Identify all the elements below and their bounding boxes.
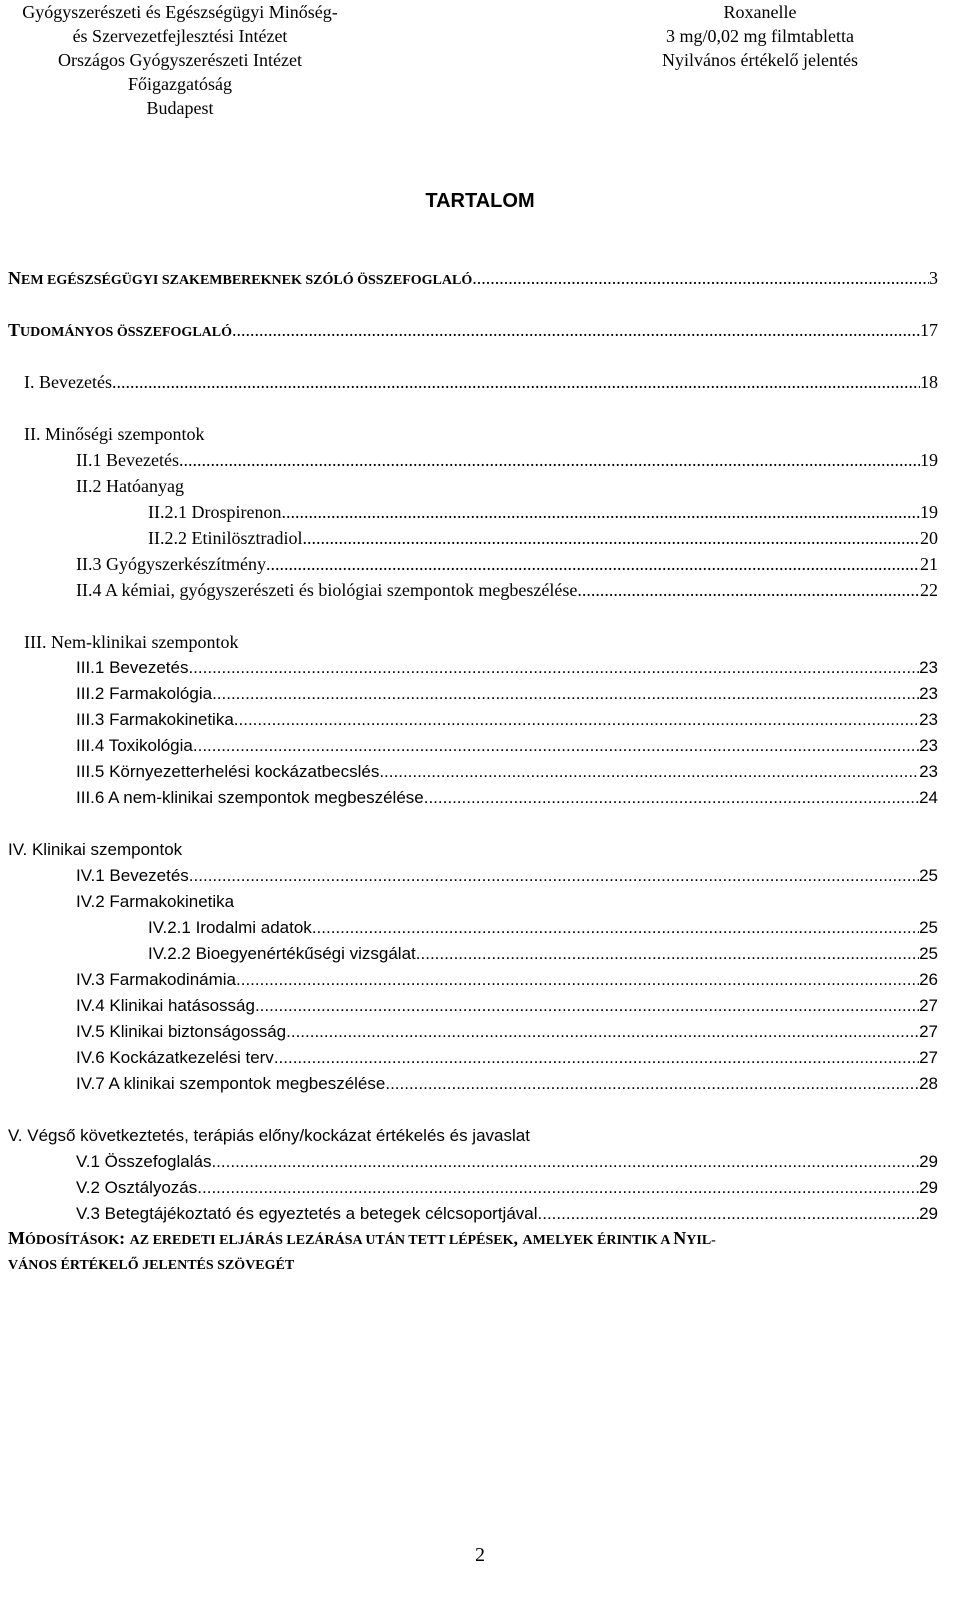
toc-entry[interactable]: [24, 422, 938, 446]
heading-smallcaps: ÓDOSÍTÁSOK: [25, 1233, 120, 1248]
toc-entry-page: 19: [920, 502, 938, 522]
toc-entry-page: 18: [920, 372, 938, 392]
toc-entry-page: 29: [919, 1178, 938, 1197]
toc-leader-dots: [236, 968, 919, 992]
toc-entry-page: 23: [919, 710, 938, 729]
heading-initial: ,: [513, 1228, 518, 1248]
toc-leader-dots: [416, 942, 919, 966]
toc-entry[interactable]: [76, 448, 938, 472]
toc-entry[interactable]: [148, 916, 938, 940]
heading-smallcaps: VÁNOS ÉRTÉKELŐ JELENTÉS SZÖVEGÉT: [8, 1258, 295, 1273]
toc-entry-label: II.4 A kémiai, gyógyszerészeti és biológiai szempontok megbeszélése: [76, 580, 578, 600]
toc-entry-label: II.1 Bevezetés: [76, 450, 179, 470]
header-right-line: Nyilvános értékelő jelentés: [662, 50, 858, 70]
toc-entry-label: V.1 Összefoglalás: [76, 1152, 212, 1171]
toc-entry-label: IV.2 Farmakokinetika: [76, 892, 235, 911]
header-left: [0, 0, 360, 120]
toc-entry-page: 22: [920, 580, 938, 600]
toc-entry-page: 27: [919, 996, 938, 1015]
toc-entry[interactable]: [24, 370, 938, 394]
toc-entry-label: II.2 Hatóanyag: [76, 476, 184, 496]
toc-entry-page: 26: [919, 970, 938, 989]
toc-entry-page: 23: [919, 736, 938, 755]
toc-entry-page: 25: [919, 944, 938, 963]
header-left-line: Budapest: [146, 98, 214, 118]
toc-leader-dots: [179, 448, 920, 472]
toc-entry[interactable]: [76, 1020, 938, 1044]
toc-entry[interactable]: [8, 318, 938, 345]
toc-leader-dots: [281, 500, 920, 524]
toc-entry[interactable]: [76, 1202, 938, 1226]
toc-entry[interactable]: [76, 864, 938, 888]
toc-entry-label: [8, 266, 472, 293]
header-left-line: Országos Gyógyszerészeti Intézet: [58, 50, 302, 70]
toc-entry-label: IV.4 Klinikai hatásosság: [76, 996, 255, 1015]
header-left-line: és Szervezetfejlesztési Intézet: [72, 26, 288, 46]
toc-entry-label: III.1 Bevezetés: [76, 658, 189, 677]
heading-smallcaps: AZ EREDETI ELJÁRÁS LEZÁRÁSA UTÁN TETT LÉPÉSEK: [129, 1233, 514, 1248]
toc-leader-dots: [379, 760, 919, 784]
toc-entry-label: IV.3 Farmakodinámia: [76, 970, 237, 989]
toc-entry-label: IV.1 Bevezetés: [76, 866, 189, 885]
toc-entry[interactable]: [76, 1046, 938, 1070]
toc-entry-smallcaps: EM EGÉSZSÉGÜGYI SZAKEMBEREKNEK SZÓLÓ ÖSSZEFOGLALÓ: [21, 273, 473, 288]
toc-entry-label: IV.2.1 Irodalmi adatok: [148, 918, 312, 937]
toc-entry[interactable]: [76, 1176, 938, 1200]
toc-entry-page: 29: [919, 1152, 938, 1171]
toc-entry-label: IV.2.2 Bioegyenértékűségi vizsgálat: [148, 944, 416, 963]
toc-entry-label: I. Bevezetés: [24, 372, 112, 392]
toc-entry[interactable]: [76, 1072, 938, 1096]
toc-entry-page: 3: [929, 268, 938, 288]
toc-entry[interactable]: [76, 656, 938, 680]
toc-entry-label: V.2 Osztályozás: [76, 1178, 198, 1197]
modifications-heading-line-2: [8, 1252, 932, 1280]
toc-entry[interactable]: [76, 474, 938, 498]
toc-leader-dots: [188, 656, 919, 680]
toc-entry[interactable]: [76, 1150, 938, 1174]
toc-leader-dots: [302, 526, 920, 550]
toc-entry[interactable]: [76, 890, 938, 914]
toc-entry[interactable]: [76, 786, 938, 810]
toc-entry[interactable]: [8, 838, 938, 862]
toc-leader-dots: [286, 1020, 919, 1044]
heading-initial: N: [673, 1228, 687, 1248]
toc-entry-label: III.2 Farmakológia: [76, 684, 213, 703]
toc-entry[interactable]: [76, 734, 938, 758]
modifications-heading-line-1: [8, 1224, 932, 1255]
toc-entry-page: 28: [919, 1074, 938, 1093]
toc-leader-dots: [234, 708, 919, 732]
header-right-line: 3 mg/0,02 mg filmtabletta: [666, 26, 854, 46]
toc-entry[interactable]: [76, 994, 938, 1018]
toc-entry-label: IV.6 Kockázatkezelési terv: [76, 1048, 274, 1067]
toc-entry[interactable]: [8, 1124, 938, 1148]
toc-entry-label: II.3 Gyógyszerkészítmény: [76, 554, 266, 574]
toc-entry-page: 17: [920, 320, 938, 340]
toc-leader-dots: [472, 266, 929, 290]
toc-entry-page: 23: [919, 684, 938, 703]
toc-entry-page: 19: [920, 450, 938, 470]
toc-entry-page: 27: [919, 1048, 938, 1067]
toc-leader-dots: [424, 786, 919, 810]
toc-entry-label: IV. Klinikai szempontok: [8, 840, 183, 859]
toc-leader-dots: [255, 994, 919, 1018]
toc-entry-label: III.4 Toxikológia: [76, 736, 193, 755]
toc-leader-dots: [577, 578, 920, 602]
heading-initial: :: [119, 1228, 126, 1248]
toc-leader-dots: [246, 318, 921, 342]
toc-entry[interactable]: [148, 526, 938, 550]
toc-entry-smallcaps: UDOMÁNYOS ÖSSZEFOGLALÓ: [20, 325, 232, 340]
heading-smallcaps: AMELYEK ÉRINTIK A: [522, 1233, 674, 1248]
toc-leader-dots: [538, 1202, 920, 1226]
page-number: 2: [475, 1544, 485, 1566]
toc-entry-page: 29: [919, 1204, 938, 1223]
toc-entry-page: 23: [919, 762, 938, 781]
toc-leader-dots: [112, 370, 920, 394]
header-right-line: Roxanelle: [723, 2, 797, 22]
toc-entry-label: IV.7 A klinikai szempontok megbeszélése: [76, 1074, 386, 1093]
toc-entry-label: III.5 Környezetterhelési kockázatbecslés: [76, 762, 380, 781]
toc-entry-page: 23: [919, 658, 938, 677]
toc-leader-dots: [312, 916, 919, 940]
toc-entry-page: 25: [919, 866, 938, 885]
toc-entry-page: 27: [919, 1022, 938, 1041]
toc-title: TARTALOM: [425, 190, 535, 212]
toc-entry-initial: N: [8, 268, 21, 288]
toc-entry-label: II. Minőségi szempontok: [24, 424, 205, 444]
toc-leader-dots: [197, 1176, 919, 1200]
toc-entry-label: II.2.1 Drospirenon: [148, 502, 282, 522]
toc-entry[interactable]: [76, 552, 938, 576]
toc-entry[interactable]: [8, 266, 938, 293]
toc-entry[interactable]: [76, 682, 938, 706]
header-left-line: Főigazgatóság: [128, 74, 232, 94]
toc-entry[interactable]: [148, 942, 938, 966]
header-left-line: Gyógyszerészeti és Egészségügyi Minőség-: [22, 2, 338, 22]
toc-leader-dots: [266, 552, 920, 576]
toc-entry[interactable]: [24, 630, 938, 654]
toc-entry-label: V.3 Betegtájékoztató és egyeztetés a betegek célcsoportjával: [76, 1204, 538, 1223]
toc-entry-page: 20: [920, 528, 938, 548]
toc-entry-label: III. Nem-klinikai szempontok: [24, 632, 239, 652]
toc-entry[interactable]: [76, 760, 938, 784]
heading-initial: M: [8, 1228, 25, 1248]
toc-leader-dots: [385, 1072, 919, 1096]
toc-entry-page: 25: [919, 918, 938, 937]
toc-leader-dots: [274, 1046, 919, 1070]
toc-leader-dots: [211, 1150, 919, 1174]
toc-entry[interactable]: [76, 968, 938, 992]
heading-smallcaps: YIL-: [686, 1233, 716, 1248]
toc-leader-dots: [212, 682, 919, 706]
toc-entry-label: II.2.2 Etinilösztradiol: [148, 528, 303, 548]
toc-leader-dots: [189, 864, 919, 888]
toc-leader-dots: [193, 734, 919, 758]
toc-entry-label: V. Végső következtetés, terápiás előny/kockázat értékelés és javaslat: [8, 1126, 530, 1145]
toc-entry-label: III.6 A nem-klinikai szempontok megbeszélése: [76, 788, 424, 807]
toc-entry[interactable]: [76, 578, 938, 602]
toc-entry-label: III.3 Farmakokinetika: [76, 710, 234, 729]
toc-entry-page: 21: [920, 554, 938, 574]
toc-entry-suffix: ...: [232, 320, 246, 340]
toc-entry[interactable]: [148, 500, 938, 524]
toc-entry-label: [8, 318, 246, 345]
toc-entry-label: IV.5 Klinikai biztonságosság: [76, 1022, 287, 1041]
toc-entry-page: 24: [919, 788, 938, 807]
header-right: [560, 0, 960, 72]
toc-entry-initial: T: [8, 320, 21, 340]
toc-entry[interactable]: [76, 708, 938, 732]
